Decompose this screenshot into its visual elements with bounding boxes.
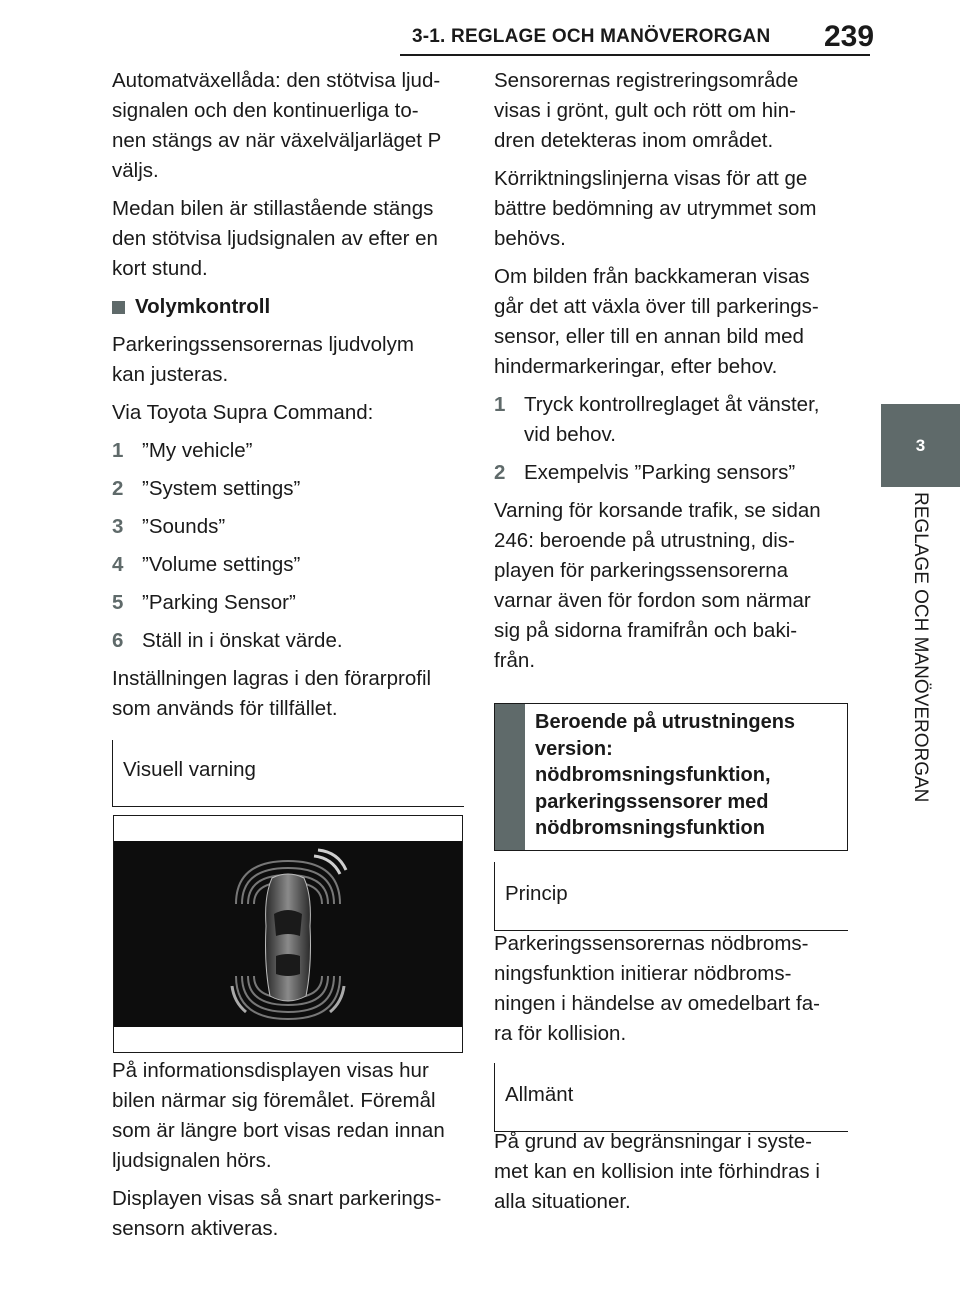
text-line: kort stund.	[112, 257, 208, 280]
text-line: kan justeras.	[112, 363, 229, 386]
step-number: 5	[112, 591, 124, 614]
paragraph	[494, 929, 848, 1049]
section-heading: Visuell varning	[123, 758, 256, 781]
step-item	[112, 474, 464, 504]
visual-warning-section	[112, 740, 464, 807]
step-item	[494, 390, 848, 450]
paragraph	[494, 1127, 848, 1217]
section-heading-box	[494, 862, 848, 931]
text-line: Automatväxellåda: den stötvisa ljud-	[112, 69, 441, 92]
text-line: Inställningen lagras i den förarprofil	[112, 667, 432, 690]
equipment-notice-box	[494, 703, 848, 851]
principle-section	[494, 862, 848, 931]
text-line: signalen och den kontinuerliga to-	[112, 99, 419, 122]
text-line: som är längre bort visas redan innan	[112, 1119, 445, 1142]
text-line: playen för parkeringssensorerna	[494, 559, 788, 582]
parking-sensor-display-image	[113, 815, 463, 1053]
text-line: På informationsdisplayen visas hur	[112, 1059, 429, 1082]
paragraph	[112, 330, 464, 390]
text-line: Medan bilen är stillastående stängs	[112, 197, 434, 220]
text-line: ra för kollision.	[494, 1022, 627, 1045]
right-column-principle	[494, 929, 848, 1057]
volume-heading	[112, 292, 464, 322]
text-line: met kan en kollision inte förhindras i	[494, 1160, 820, 1183]
square-bullet-icon	[112, 301, 125, 314]
text-line: varnar även för fordon som närmar	[494, 589, 811, 612]
text-line: Körriktningslinjerna visas för att ge	[494, 167, 808, 190]
paragraph	[494, 496, 848, 676]
step-number: 3	[112, 515, 124, 538]
text-line: bilen närmar sig föremålet. Föremål	[112, 1089, 436, 1112]
step-item	[112, 550, 464, 580]
right-column-general	[494, 1127, 848, 1225]
step-text	[524, 458, 795, 488]
chapter-label: REGLAGE OCH MANÖVERORGAN	[910, 492, 931, 803]
left-column-lower	[112, 1056, 464, 1252]
text-line: väljs.	[112, 159, 159, 182]
general-section	[494, 1063, 848, 1132]
paragraph	[112, 664, 464, 724]
step-item	[112, 588, 464, 618]
text-line: sensorn aktiveras.	[112, 1217, 279, 1240]
text-line: går det att växla över till parkerings-	[494, 295, 819, 318]
paragraph	[112, 194, 464, 284]
text-line: visas i grönt, gult och rött om hin-	[494, 99, 796, 122]
heading-text: Volymkontroll	[135, 295, 271, 318]
right-column	[494, 66, 848, 684]
text-line: Sensorernas registreringsområde	[494, 69, 799, 92]
chapter-side-label	[910, 492, 941, 842]
paragraph	[112, 1184, 464, 1244]
text-line: sensor, eller till en annan bild med	[494, 325, 804, 348]
step-number: 2	[494, 461, 506, 484]
text-line: behövs.	[494, 227, 566, 250]
step-text: ”Parking Sensor”	[142, 591, 296, 614]
step-number: 4	[112, 553, 124, 576]
step-number: 1	[494, 393, 506, 416]
text-line: alla situationer.	[494, 1190, 631, 1213]
section-heading: Allmänt	[505, 1083, 574, 1106]
text-line: vid behov.	[524, 423, 616, 446]
paragraph	[112, 1056, 464, 1176]
text-line: Parkeringssensorernas ljudvolym	[112, 333, 414, 356]
step-item	[112, 512, 464, 542]
text-line: Varning för korsande trafik, se sidan	[494, 499, 821, 522]
text-line: Tryck kontrollreglaget åt vänster,	[524, 393, 820, 416]
step-item	[494, 458, 848, 488]
text-line: På grund av begränsningar i syste-	[494, 1130, 812, 1153]
step-text: ”Volume settings”	[142, 553, 301, 576]
text-line: som används för tillfället.	[112, 697, 338, 720]
section-heading-box	[112, 740, 464, 807]
text-line: nödbromsningsfunktion,	[535, 764, 771, 786]
page-number: 239	[824, 20, 875, 53]
paragraph	[112, 66, 464, 186]
step-text	[524, 390, 819, 450]
step-text: Ställ in i önskat värde.	[142, 629, 343, 652]
text-line: hindermarkeringar, efter behov.	[494, 355, 778, 378]
step-number: 2	[112, 477, 124, 500]
chapter-number: 3	[915, 435, 926, 455]
chapter-tab	[881, 404, 960, 487]
step-text: ”System settings”	[142, 477, 301, 500]
notice-text	[525, 704, 805, 850]
paragraph	[112, 398, 464, 428]
text-line: Om bilden från backkameran visas	[494, 265, 810, 288]
step-text: ”My vehicle”	[142, 439, 253, 462]
text-line: den stötvisa ljudsignalen av efter en	[112, 227, 438, 250]
section-heading: Princip	[505, 882, 568, 905]
text-line: Parkeringssensorernas nödbroms-	[494, 932, 809, 955]
section-title: 3-1. REGLAGE OCH MANÖVERORGAN	[412, 26, 771, 47]
paragraph	[494, 262, 848, 382]
text-line: Via Toyota Supra Command:	[112, 401, 374, 424]
car-top-view-icon	[114, 816, 462, 1052]
text-line: ningsfunktion initierar nödbroms-	[494, 962, 792, 985]
header-rule	[400, 54, 870, 56]
text-line: 246: beroende på utrustning, dis-	[494, 529, 795, 552]
step-item	[112, 436, 464, 466]
text-line: bättre bedömning av utrymmet som	[494, 197, 817, 220]
text-line: Beroende på utrustningens	[535, 711, 796, 733]
section-heading-box	[494, 1063, 848, 1132]
text-line: ljudsignalen hörs.	[112, 1149, 272, 1172]
text-line: version:	[535, 737, 613, 760]
text-line: parkeringssensorer med	[535, 790, 769, 813]
notice-accent-bar	[495, 704, 525, 850]
text-line: Displayen visas så snart parkerings-	[112, 1187, 442, 1210]
step-number: 1	[112, 439, 124, 462]
paragraph	[494, 164, 848, 254]
step-text: ”Sounds”	[142, 515, 226, 538]
left-column	[112, 66, 464, 732]
text-line: från.	[494, 649, 536, 672]
text-line: sig på sidorna framifrån och baki-	[494, 619, 798, 642]
text-line: ningen i händelse av omedelbart fa-	[494, 992, 820, 1015]
step-number: 6	[112, 629, 124, 652]
text-line: dren detekteras inom området.	[494, 129, 774, 152]
step-item	[112, 626, 464, 656]
text-line: nen stängs av när växelväljarläget P	[112, 129, 442, 152]
paragraph	[494, 66, 848, 156]
text-line: Exempelvis ”Parking sensors”	[524, 461, 796, 484]
text-line: nödbromsningsfunktion	[535, 817, 765, 839]
